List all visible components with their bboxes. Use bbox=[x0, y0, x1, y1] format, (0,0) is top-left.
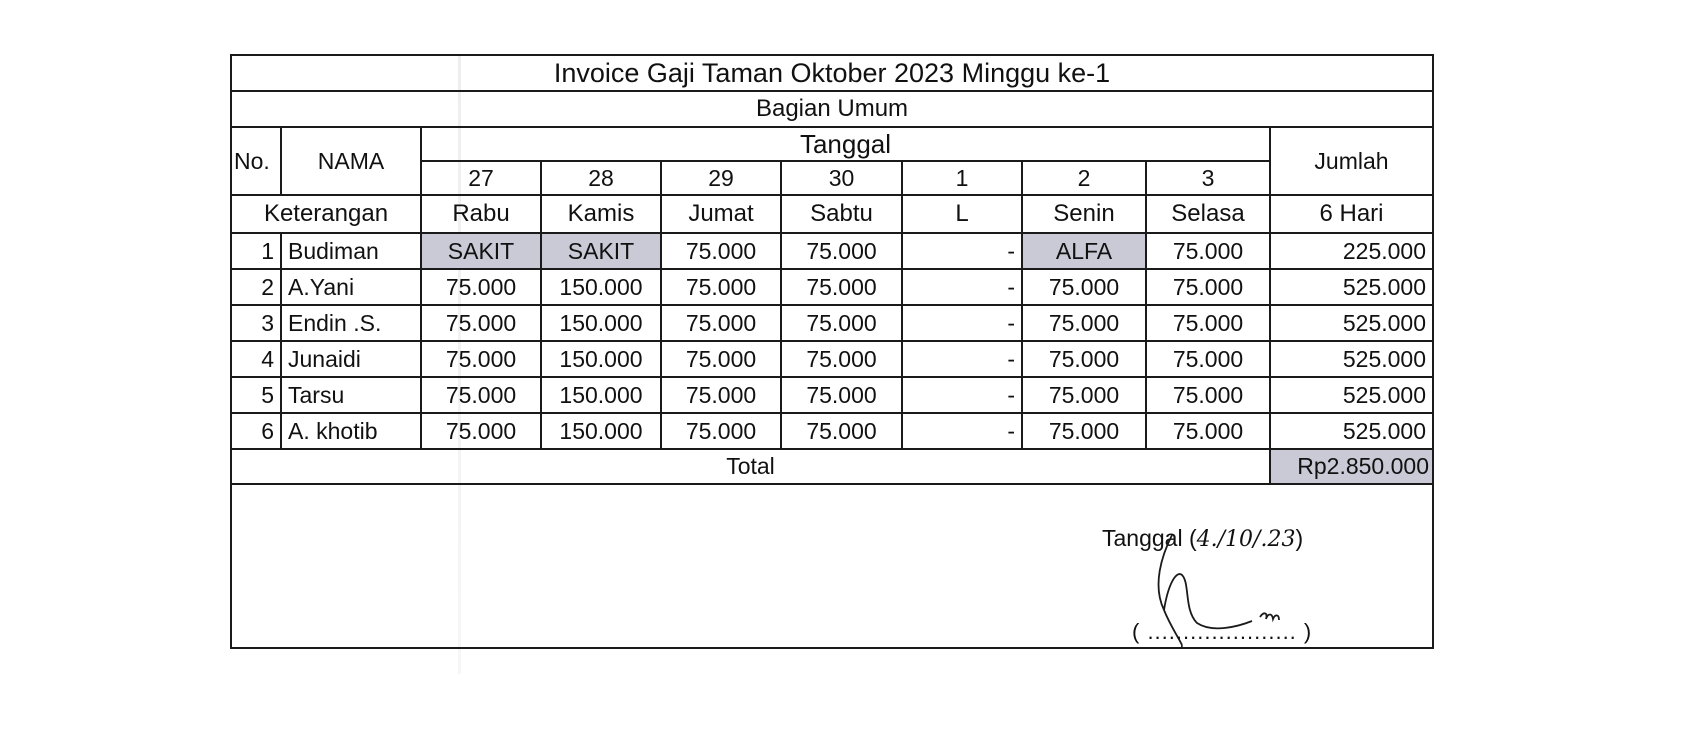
signature-date: Tanggal (4./10/.23) bbox=[1102, 525, 1304, 552]
signature-area bbox=[232, 485, 1432, 647]
row-amount: 75.000 bbox=[1146, 341, 1270, 377]
header-hari: 6 Hari bbox=[1270, 195, 1433, 233]
date-value: 4./10/.23 bbox=[1196, 527, 1296, 552]
day-cell: Sabtu bbox=[781, 195, 902, 233]
row-amount: 75.000 bbox=[1146, 413, 1270, 449]
row-amount: 75.000 bbox=[661, 377, 781, 413]
header-keterangan: Keterangan bbox=[231, 195, 421, 233]
invoice-sheet bbox=[230, 54, 1432, 654]
total-row bbox=[231, 449, 1433, 484]
invoice-subtitle: Bagian Umum bbox=[231, 91, 1433, 127]
row-amount: 75.000 bbox=[1022, 269, 1146, 305]
row-amount: 75.000 bbox=[781, 269, 902, 305]
date-cell: 2 bbox=[1022, 161, 1146, 195]
header-nama: NAMA bbox=[281, 127, 421, 195]
row-amount: 75.000 bbox=[1022, 377, 1146, 413]
row-amount: 150.000 bbox=[541, 413, 661, 449]
row-amount: 150.000 bbox=[541, 269, 661, 305]
table-row bbox=[231, 413, 1433, 449]
row-amount: 75.000 bbox=[1022, 341, 1146, 377]
row-amount: 75.000 bbox=[1022, 305, 1146, 341]
row-name: A. khotib bbox=[281, 413, 421, 449]
row-amount: 75.000 bbox=[421, 305, 541, 341]
row-amount: 75.000 bbox=[781, 233, 902, 269]
date-cell: 1 bbox=[902, 161, 1022, 195]
row-amount: - bbox=[902, 269, 1022, 305]
table-row bbox=[231, 233, 1433, 269]
row-amount: SAKIT bbox=[541, 233, 661, 269]
row-total: 525.000 bbox=[1270, 269, 1433, 305]
row-no: 3 bbox=[231, 305, 281, 341]
row-amount: - bbox=[902, 377, 1022, 413]
invoice-title: Invoice Gaji Taman Oktober 2023 Minggu ke-1 bbox=[231, 55, 1433, 91]
date-cell: 30 bbox=[781, 161, 902, 195]
date-cell: 28 bbox=[541, 161, 661, 195]
date-label: Tanggal bbox=[1102, 525, 1183, 551]
signature-cell bbox=[231, 484, 1433, 648]
row-amount: - bbox=[902, 413, 1022, 449]
table-row bbox=[231, 305, 1433, 341]
row-total: 525.000 bbox=[1270, 377, 1433, 413]
header-jumlah: Jumlah bbox=[1270, 127, 1433, 195]
row-no: 1 bbox=[231, 233, 281, 269]
table-row bbox=[231, 341, 1433, 377]
row-total: 525.000 bbox=[1270, 341, 1433, 377]
row-amount: ALFA bbox=[1022, 233, 1146, 269]
row-total: 525.000 bbox=[1270, 413, 1433, 449]
date-cell: 29 bbox=[661, 161, 781, 195]
row-no: 2 bbox=[231, 269, 281, 305]
row-amount: 75.000 bbox=[661, 413, 781, 449]
row-amount: 75.000 bbox=[781, 305, 902, 341]
table-row bbox=[231, 377, 1433, 413]
signature-name-line: ( ..................... ) bbox=[1132, 619, 1313, 644]
row-no: 5 bbox=[231, 377, 281, 413]
day-cell: Kamis bbox=[541, 195, 661, 233]
row-total: 225.000 bbox=[1270, 233, 1433, 269]
date-cell: 27 bbox=[421, 161, 541, 195]
row-amount: 75.000 bbox=[661, 233, 781, 269]
row-amount: 75.000 bbox=[1146, 233, 1270, 269]
row-amount: 75.000 bbox=[781, 341, 902, 377]
row-amount: 150.000 bbox=[541, 305, 661, 341]
row-amount: 75.000 bbox=[421, 377, 541, 413]
subtitle-row bbox=[231, 91, 1433, 127]
row-amount: 75.000 bbox=[1022, 413, 1146, 449]
row-amount: - bbox=[902, 341, 1022, 377]
row-amount: 75.000 bbox=[421, 269, 541, 305]
total-label: Total bbox=[231, 449, 1270, 484]
row-amount: 75.000 bbox=[781, 413, 902, 449]
row-amount: SAKIT bbox=[421, 233, 541, 269]
row-name: Junaidi bbox=[281, 341, 421, 377]
row-name: Tarsu bbox=[281, 377, 421, 413]
row-name: Budiman bbox=[281, 233, 421, 269]
row-amount: 75.000 bbox=[1146, 305, 1270, 341]
row-amount: 150.000 bbox=[541, 341, 661, 377]
signature-row bbox=[231, 484, 1433, 648]
row-amount: 75.000 bbox=[421, 341, 541, 377]
row-name: A.Yani bbox=[281, 269, 421, 305]
row-amount: 75.000 bbox=[1146, 269, 1270, 305]
date-cell: 3 bbox=[1146, 161, 1270, 195]
day-cell: Selasa bbox=[1146, 195, 1270, 233]
row-amount: 75.000 bbox=[1146, 377, 1270, 413]
invoice-table bbox=[230, 54, 1434, 649]
row-amount: 75.000 bbox=[661, 305, 781, 341]
row-no: 6 bbox=[231, 413, 281, 449]
table-row bbox=[231, 269, 1433, 305]
day-cell: L bbox=[902, 195, 1022, 233]
row-amount: 75.000 bbox=[421, 413, 541, 449]
row-amount: 150.000 bbox=[541, 377, 661, 413]
title-row bbox=[231, 55, 1433, 91]
row-amount: 75.000 bbox=[661, 341, 781, 377]
header-no: No. bbox=[231, 127, 281, 195]
header-days-row bbox=[231, 195, 1433, 233]
row-no: 4 bbox=[231, 341, 281, 377]
row-amount: 75.000 bbox=[661, 269, 781, 305]
employee-rows bbox=[231, 233, 1433, 449]
header-tanggal: Tanggal bbox=[421, 127, 1270, 161]
row-name: Endin .S. bbox=[281, 305, 421, 341]
day-cell: Senin bbox=[1022, 195, 1146, 233]
row-amount: - bbox=[902, 305, 1022, 341]
day-cell: Jumat bbox=[661, 195, 781, 233]
row-total: 525.000 bbox=[1270, 305, 1433, 341]
row-amount: 75.000 bbox=[781, 377, 902, 413]
row-amount: - bbox=[902, 233, 1022, 269]
header-row-1 bbox=[231, 127, 1433, 161]
day-cell: Rabu bbox=[421, 195, 541, 233]
grand-total: Rp2.850.000 bbox=[1270, 449, 1433, 484]
